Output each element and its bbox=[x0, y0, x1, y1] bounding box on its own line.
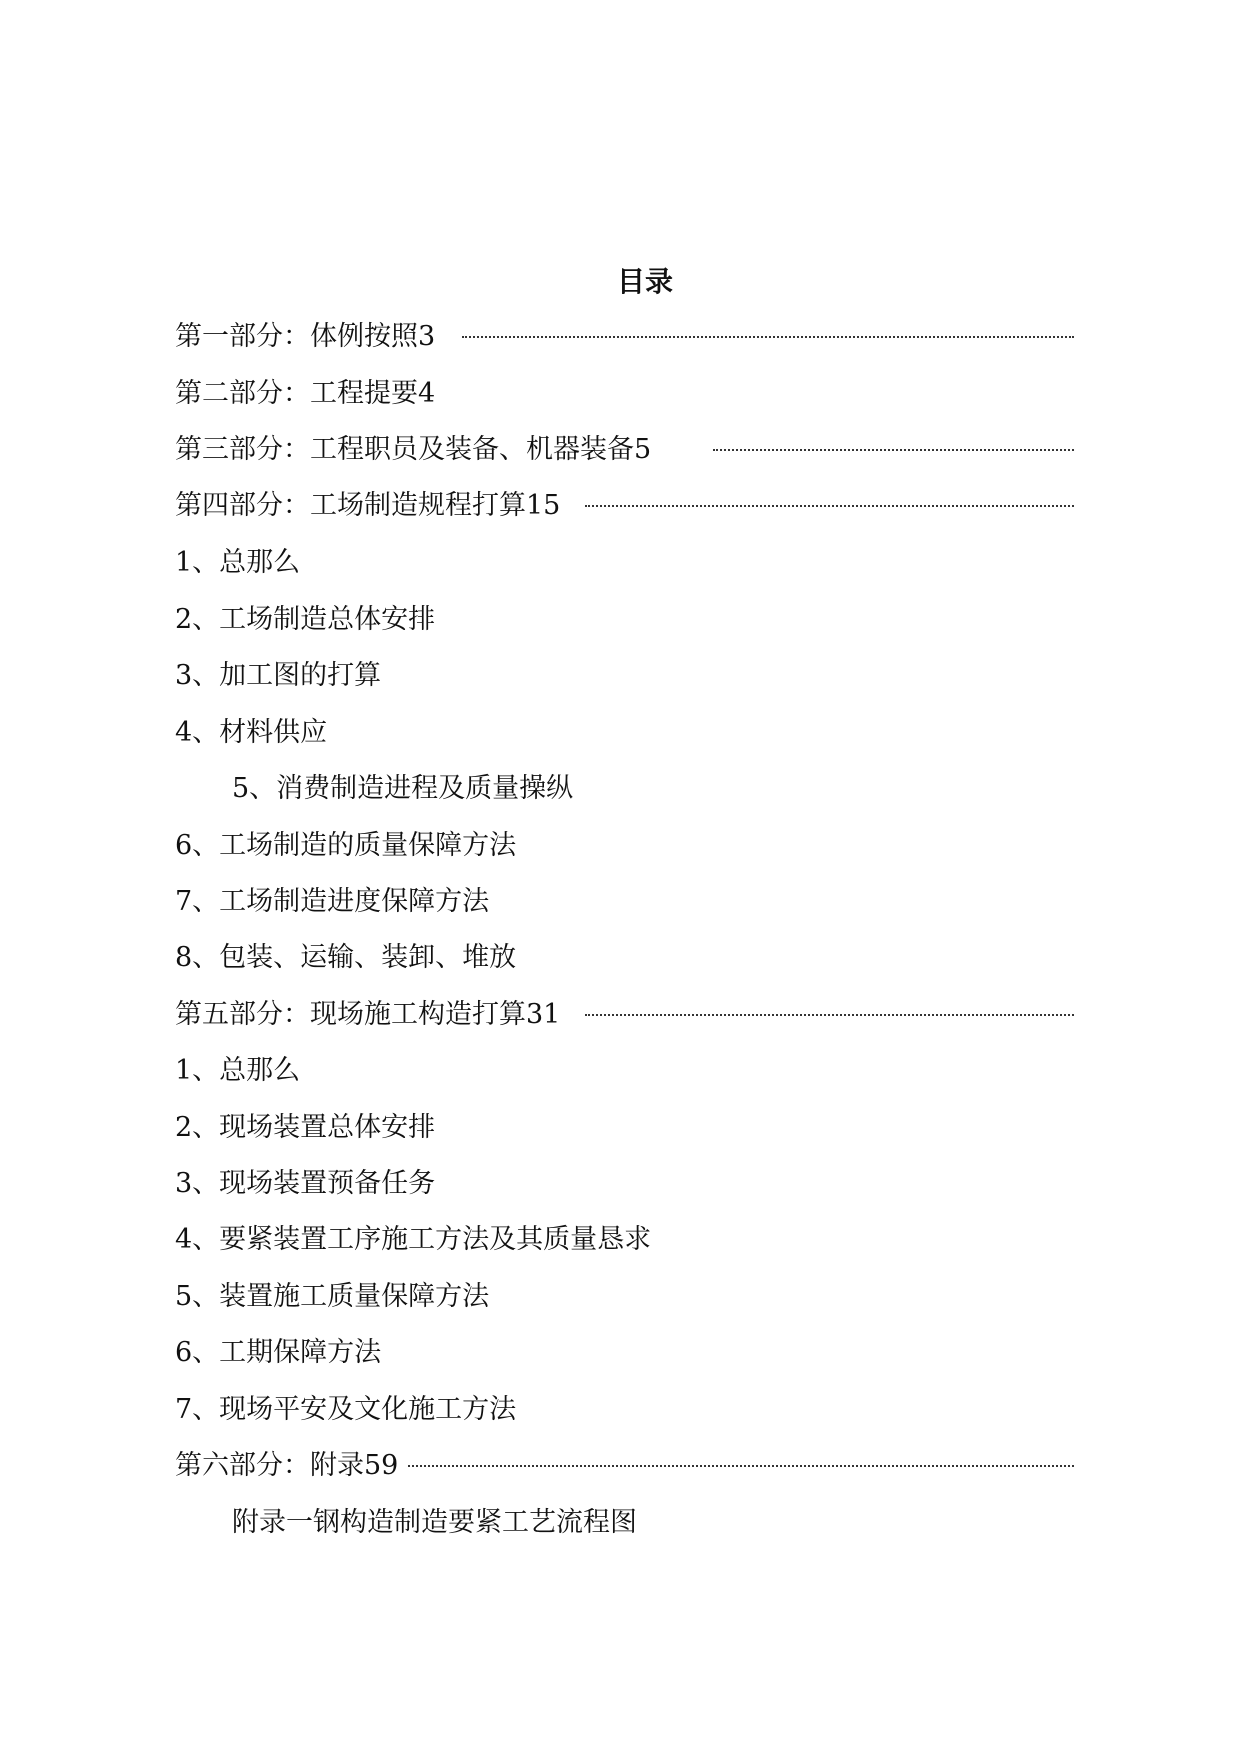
toc-page-number: 4 bbox=[418, 378, 436, 409]
toc-entry-label: 附录一钢构造制造要紧工艺流程图 bbox=[232, 1507, 637, 1538]
toc-entry-label: 第三部分：工程职员及装备、机器装备 bbox=[175, 434, 634, 465]
toc-entry-label: 第二部分：工程提要 bbox=[175, 378, 418, 409]
toc-entry-label: 2、工场制造总体安排 bbox=[175, 604, 436, 635]
toc-entry-sub[interactable] bbox=[175, 656, 381, 696]
toc-page-number: 59 bbox=[364, 1450, 399, 1481]
toc-dot-leader bbox=[462, 336, 1074, 338]
toc-entry-label: 6、工场制造的质量保障方法 bbox=[175, 830, 517, 861]
toc-entry-label: 5、装置施工质量保障方法 bbox=[175, 1281, 490, 1312]
toc-entry-sub[interactable] bbox=[175, 1108, 435, 1148]
toc-entry-part-2[interactable] bbox=[175, 374, 435, 414]
toc-dot-leader bbox=[585, 505, 1074, 507]
toc-entry-label: 第六部分：附录 bbox=[175, 1450, 364, 1481]
toc-entry-part-3[interactable] bbox=[175, 430, 651, 470]
toc-entry-label: 8、包装、运输、装卸、堆放 bbox=[175, 942, 517, 973]
toc-entry-label: 3、加工图的打算 bbox=[175, 660, 382, 691]
toc-entry-label: 7、工场制造进度保障方法 bbox=[175, 886, 490, 917]
toc-entry-label: 5、消费制造进程及质量操纵 bbox=[232, 773, 574, 804]
toc-entry-part-6[interactable] bbox=[175, 1446, 398, 1486]
toc-entry-label: 4、材料供应 bbox=[175, 717, 328, 748]
toc-entry-label: 7、现场平安及文化施工方法 bbox=[175, 1394, 517, 1425]
toc-entry-label: 2、现场装置总体安排 bbox=[175, 1112, 436, 1143]
toc-entry-label: 第五部分：现场施工构造打算 bbox=[175, 999, 526, 1030]
toc-dot-leader bbox=[585, 1014, 1074, 1016]
toc-dot-leader bbox=[408, 1465, 1074, 1467]
toc-entry-sub[interactable] bbox=[175, 600, 435, 640]
toc-entry-label: 4、要紧装置工序施工方法及其质量恳求 bbox=[175, 1224, 652, 1255]
toc-entry-sub[interactable] bbox=[175, 938, 516, 978]
toc-entry-label: 1、总那么 bbox=[175, 547, 301, 578]
toc-page-number: 3 bbox=[418, 321, 436, 352]
toc-entry-label: 1、总那么 bbox=[175, 1055, 301, 1086]
toc-entry-label: 第一部分：体例按照 bbox=[175, 321, 418, 352]
toc-entry-label: 第四部分：工场制造规程打算 bbox=[175, 490, 526, 521]
toc-entry-sub[interactable] bbox=[175, 1164, 435, 1204]
toc-entry-sub[interactable] bbox=[175, 882, 489, 922]
toc-entry-sub[interactable] bbox=[175, 826, 516, 866]
toc-entry-part-1[interactable] bbox=[175, 317, 435, 357]
toc-entry-label: 3、现场装置预备任务 bbox=[175, 1168, 436, 1199]
toc-entry-sub[interactable] bbox=[175, 1220, 651, 1260]
toc-page-number: 31 bbox=[526, 999, 561, 1030]
toc-entry-sub[interactable] bbox=[175, 713, 327, 753]
toc-entry-sub[interactable] bbox=[232, 769, 573, 809]
toc-entry-sub[interactable] bbox=[175, 543, 300, 583]
toc-title: 目录 bbox=[616, 265, 673, 298]
toc-entry-sub[interactable] bbox=[175, 1051, 300, 1091]
toc-page-number: 15 bbox=[526, 490, 561, 521]
toc-entry-sub[interactable] bbox=[175, 1277, 489, 1317]
toc-dot-leader bbox=[713, 449, 1074, 451]
toc-entry-part-5[interactable] bbox=[175, 995, 560, 1035]
toc-entry-appendix[interactable] bbox=[232, 1503, 637, 1543]
toc-entry-sub[interactable] bbox=[175, 1390, 516, 1430]
toc-entry-label: 6、工期保障方法 bbox=[175, 1337, 382, 1368]
toc-entry-part-4[interactable] bbox=[175, 486, 560, 526]
toc-page-number: 5 bbox=[634, 434, 652, 465]
toc-entry-sub[interactable] bbox=[175, 1333, 381, 1373]
